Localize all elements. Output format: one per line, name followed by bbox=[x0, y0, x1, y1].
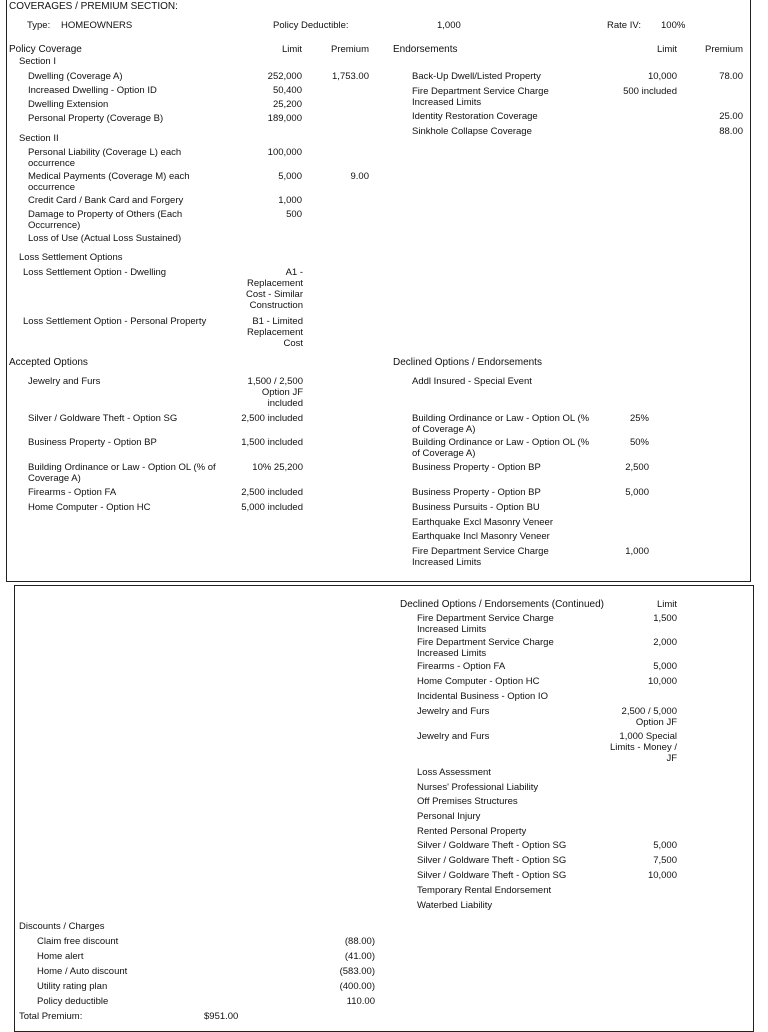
declined-options-heading: Declined Options / Endorsements bbox=[393, 357, 542, 368]
declined-option-limit: 1,000 Special Limits - Money / JF bbox=[609, 731, 677, 764]
coverage-name: Dwelling (Coverage A) bbox=[28, 71, 123, 82]
declined-option-limit: 25% bbox=[629, 413, 649, 424]
loss-option-name: Loss Settlement Option - Personal Property bbox=[23, 316, 207, 327]
type-label: Type: bbox=[27, 20, 51, 31]
loss-option-value: B1 - Limited Replacement Cost bbox=[247, 316, 303, 349]
declined-option-name: Building Ordinance or Law - Option OL (% of Coverage A) bbox=[412, 437, 590, 459]
coverage-name: Loss of Use (Actual Loss Sustained) bbox=[28, 233, 182, 244]
discount-value: (583.00) bbox=[339, 966, 375, 977]
declined-option-name: Addl Insured - Special Event bbox=[412, 376, 532, 387]
declined-option-limit: 10,000 bbox=[647, 870, 677, 881]
declined-option-name: Silver / Goldware Theft - Option SG bbox=[417, 840, 567, 851]
section-1-heading: Section I bbox=[19, 56, 56, 67]
deductible-label: Policy Deductible: bbox=[273, 20, 349, 31]
coverage-limit: 5,000 bbox=[278, 171, 302, 182]
coverage-name: Personal Liability (Coverage L) each occurrence bbox=[28, 147, 182, 169]
declined-option-name: Loss Assessment bbox=[417, 767, 491, 778]
declined-option-name: Earthquake Excl Masonry Veneer bbox=[412, 517, 553, 528]
declined-continued-heading: Declined Options / Endorsements (Continued) bbox=[400, 599, 604, 610]
declined-option-limit: 2,500 / 5,000 Option JF bbox=[621, 706, 677, 728]
coverage-limit: 189,000 bbox=[267, 113, 302, 124]
endorsement-name: Sinkhole Collapse Coverage bbox=[412, 126, 532, 137]
declined-option-name: Rented Personal Property bbox=[417, 826, 527, 837]
coverage-name: Medical Payments (Coverage M) each occurrence bbox=[28, 171, 190, 193]
declined-continued-panel bbox=[14, 585, 754, 1032]
declined-option-name: Silver / Goldware Theft - Option SG bbox=[417, 870, 567, 881]
declined-option-name: Waterbed Liability bbox=[417, 900, 493, 911]
coverage-name: Dwelling Extension bbox=[28, 99, 109, 110]
accepted-option-name: Jewelry and Furs bbox=[28, 376, 101, 387]
accepted-option-limit: 2,500 included bbox=[241, 413, 303, 424]
loss-settlement-heading: Loss Settlement Options bbox=[19, 252, 123, 263]
declined-option-limit: 1,000 bbox=[625, 546, 649, 557]
accepted-option-limit: 1,500 included bbox=[241, 437, 303, 448]
accepted-option-name: Silver / Goldware Theft - Option SG bbox=[28, 413, 178, 424]
declined-option-name: Earthquake Incl Masonry Veneer bbox=[412, 531, 550, 542]
section-2-heading: Section II bbox=[19, 133, 59, 144]
declined-option-limit: 5,000 bbox=[653, 661, 677, 672]
declined-option-name: Business Pursuits - Option BU bbox=[412, 502, 540, 513]
declined-option-name: Personal Injury bbox=[417, 811, 481, 822]
endorsement-name: Fire Department Service Charge Increased Limits bbox=[412, 86, 549, 108]
total-premium-value: $951.00 bbox=[204, 1011, 239, 1022]
coverage-premium: 9.00 bbox=[350, 171, 369, 182]
discount-name: Utility rating plan bbox=[37, 981, 108, 992]
declined-option-name: Fire Department Service Charge Increased Limits bbox=[417, 613, 554, 635]
declined-continued-limit-header: Limit bbox=[656, 599, 677, 610]
endorsement-limit: 500 included bbox=[623, 86, 677, 97]
accepted-option-name: Home Computer - Option HC bbox=[28, 502, 151, 513]
coverage-name: Increased Dwelling - Option ID bbox=[28, 85, 157, 96]
accepted-option-limit: 2,500 included bbox=[241, 487, 303, 498]
total-premium-label: Total Premium: bbox=[19, 1011, 83, 1022]
declined-option-name: Building Ordinance or Law - Option OL (% of Coverage A) bbox=[412, 413, 590, 435]
coverage-name: Personal Property (Coverage B) bbox=[28, 113, 164, 124]
declined-option-limit: 5,000 bbox=[653, 840, 677, 851]
endorsement-name: Identity Restoration Coverage bbox=[412, 111, 538, 122]
coverage-limit: 100,000 bbox=[267, 147, 302, 158]
declined-option-limit: 5,000 bbox=[625, 487, 649, 498]
declined-option-name: Nurses' Professional Liability bbox=[417, 782, 539, 793]
declined-option-name: Off Premises Structures bbox=[417, 796, 518, 807]
declined-option-limit: 2,000 bbox=[653, 637, 677, 648]
discount-value: (41.00) bbox=[344, 951, 375, 962]
discount-value: (400.00) bbox=[339, 981, 375, 992]
loss-option-name: Loss Settlement Option - Dwelling bbox=[23, 267, 167, 278]
coverage-name: Damage to Property of Others (Each Occurrence) bbox=[28, 209, 183, 231]
declined-option-limit: 1,500 bbox=[653, 613, 677, 624]
endorsements-heading: Endorsements bbox=[393, 44, 458, 55]
discount-name: Policy deductible bbox=[37, 996, 109, 1007]
declined-option-name: Business Property - Option BP bbox=[412, 487, 541, 498]
coverage-premium-panel bbox=[6, 0, 751, 582]
coverage-limit: 25,200 bbox=[272, 99, 302, 110]
accepted-option-name: Business Property - Option BP bbox=[28, 437, 157, 448]
coverage-limit: 252,000 bbox=[267, 71, 302, 82]
declined-option-name: Fire Department Service Charge Increased Limits bbox=[412, 546, 549, 568]
accepted-option-limit: 1,500 / 2,500 Option JF included bbox=[247, 376, 303, 409]
coverage-limit: 1,000 bbox=[278, 195, 302, 206]
declined-option-name: Silver / Goldware Theft - Option SG bbox=[417, 855, 567, 866]
endorsement-premium: 78.00 bbox=[719, 71, 743, 82]
discount-value: 110.00 bbox=[346, 996, 375, 1007]
rate-value: 100% bbox=[661, 20, 686, 31]
accepted-options-heading: Accepted Options bbox=[9, 357, 88, 368]
policy-coverage-heading: Policy Coverage bbox=[9, 44, 82, 55]
coverage-premium: 1,753.00 bbox=[332, 71, 369, 82]
discount-name: Claim free discount bbox=[37, 936, 119, 947]
endorsement-premium: 25.00 bbox=[719, 111, 743, 122]
declined-option-limit: 50% bbox=[629, 437, 649, 448]
declined-option-limit: 2,500 bbox=[625, 462, 649, 473]
type-value: HOMEOWNERS bbox=[61, 20, 133, 31]
declined-option-name: Fire Department Service Charge Increased Limits bbox=[417, 637, 554, 659]
endorsements-premium-header: Premium bbox=[704, 44, 743, 55]
accepted-option-name: Firearms - Option FA bbox=[28, 487, 117, 498]
declined-option-name: Firearms - Option FA bbox=[417, 661, 506, 672]
declined-option-name: Home Computer - Option HC bbox=[417, 676, 540, 687]
declined-option-name: Jewelry and Furs bbox=[417, 706, 490, 717]
section-title: COVERAGES / PREMIUM SECTION: bbox=[9, 1, 178, 12]
loss-option-value: A1 - Replacement Cost - Similar Construction bbox=[245, 267, 303, 311]
endorsement-name: Back-Up Dwell/Listed Property bbox=[412, 71, 541, 82]
declined-option-name: Temporary Rental Endorsement bbox=[417, 885, 552, 896]
declined-option-limit: 7,500 bbox=[653, 855, 677, 866]
declined-option-name: Business Property - Option BP bbox=[412, 462, 541, 473]
coverage-limit: 50,400 bbox=[272, 85, 302, 96]
discount-value: (88.00) bbox=[344, 936, 375, 947]
endorsement-premium: 88.00 bbox=[719, 126, 743, 137]
accepted-option-limit: 5,000 included bbox=[241, 502, 303, 513]
endorsement-limit: 10,000 bbox=[647, 71, 677, 82]
declined-option-name: Jewelry and Furs bbox=[417, 731, 490, 742]
accepted-option-limit: 10% 25,200 bbox=[252, 462, 303, 473]
discount-name: Home alert bbox=[37, 951, 84, 962]
policy-limit-header: Limit bbox=[281, 44, 302, 55]
discounts-heading: Discounts / Charges bbox=[19, 921, 105, 932]
rate-label: Rate IV: bbox=[607, 20, 641, 31]
deductible-value: 1,000 bbox=[437, 20, 461, 31]
declined-option-limit: 10,000 bbox=[647, 676, 677, 687]
accepted-option-name: Building Ordinance or Law - Option OL (% of Coverage A) bbox=[28, 462, 216, 484]
coverage-limit: 500 bbox=[286, 209, 302, 220]
declined-option-name: Incidental Business - Option IO bbox=[417, 691, 548, 702]
coverage-name: Credit Card / Bank Card and Forgery bbox=[28, 195, 184, 206]
policy-premium-header: Premium bbox=[330, 44, 369, 55]
endorsements-limit-header: Limit bbox=[656, 44, 677, 55]
discount-name: Home / Auto discount bbox=[37, 966, 128, 977]
